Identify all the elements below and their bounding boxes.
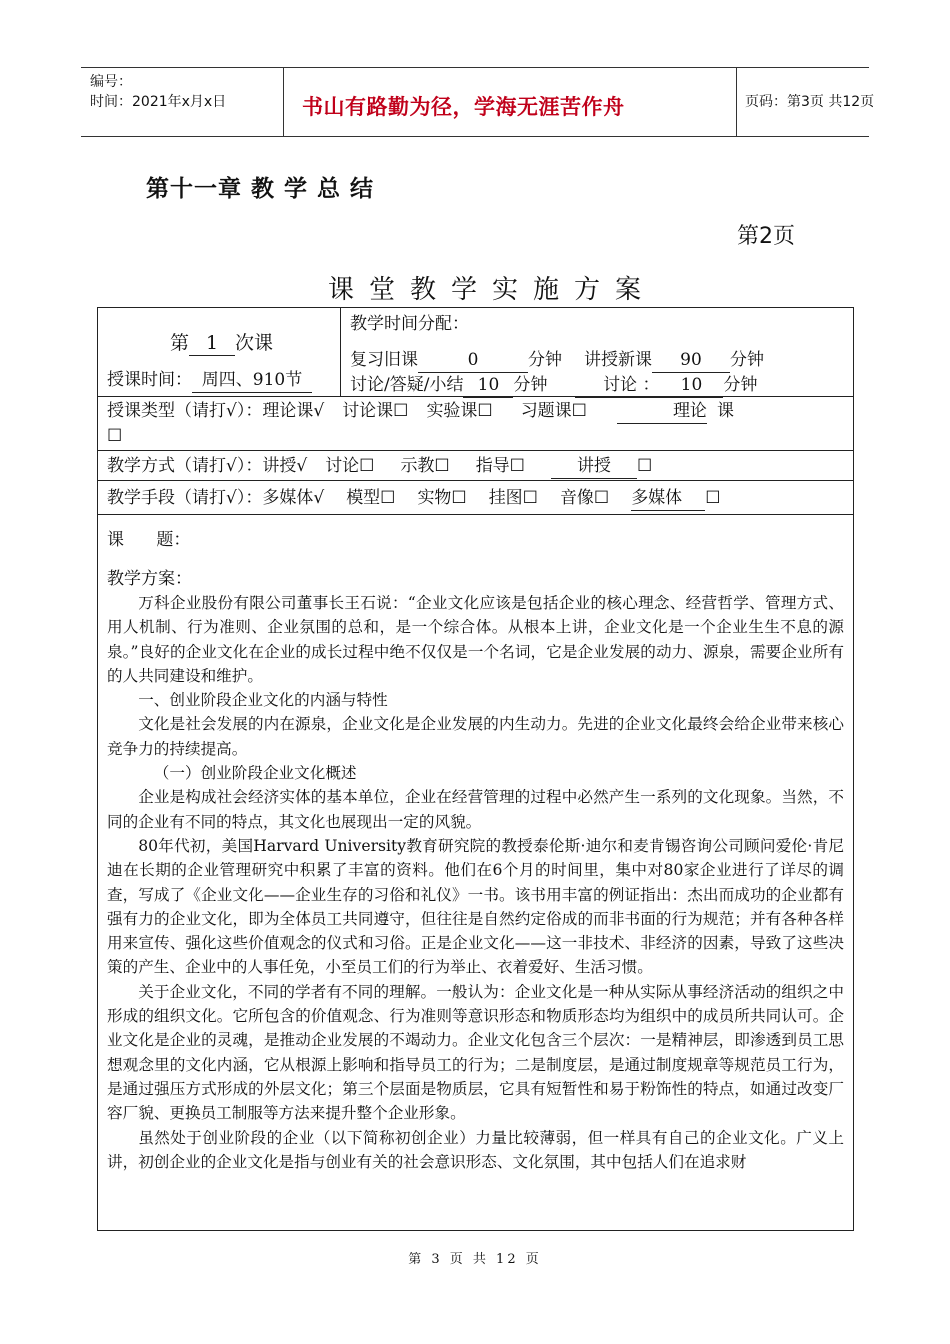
lesson-order-value: 1	[189, 331, 235, 356]
method-demo[interactable]: 示教☐	[400, 456, 450, 476]
teaching-method-row	[107, 454, 652, 479]
paragraph: 80年代初，美国Harvard University教育研究院的教授泰伦斯·迪尔和麦肯锡咨询公司顾问爱伦·肯尼迪在长期的企业管理研究中积累了丰富的资料。他们在6个月的时间里，集中对80家企业进行了详尽的调查，写成了《企业文化——企业生存的习俗和礼仪》一书。该书用丰富的例证指出：杰出而成功的企业都有强有力的企业文化，即为全体员工共同遵守，但往往是自然约定俗成的而非书面的行为规范；并有各种各样用来宣传、强化这些价值观念的仪式和习俗。正是企业文化——这一非技术、非经济的因素，导致了这些决策的产生、企业中的人事任免，小至员工们的行为举止、衣着爱好、生活习惯。	[107, 836, 844, 977]
method-guide[interactable]: 指导☐	[475, 456, 525, 476]
means-multimedia[interactable]: 多媒体√	[262, 488, 325, 508]
discuss-extra-label: 讨论 ：	[575, 373, 659, 398]
lesson-time-value: 周四、910节	[192, 368, 312, 393]
code-label: 编号：	[90, 74, 132, 90]
discuss-minute: 分钟	[513, 375, 548, 395]
course-type-filled: 理论	[617, 399, 707, 424]
new-label: 讲授新课	[584, 350, 652, 370]
course-type-box[interactable]: ☐	[107, 426, 123, 446]
discuss-extra-value: 10	[659, 373, 723, 398]
page-info: 页码：第3页 共12页	[745, 94, 875, 110]
paragraph: 企业是构成社会经济实体的基本单位，企业在经营管理的过程中必然产生一系列的文化现象。当然，不同的企业有不同的特点，其文化也展现出一定的风貌。	[107, 788, 844, 831]
alloc-review-line	[350, 348, 764, 373]
subsection-heading: （一）创业阶段企业文化概述	[153, 764, 357, 783]
page-number-label: 第2页	[737, 224, 795, 249]
header-page-cell	[737, 68, 875, 136]
col-divider	[340, 308, 341, 396]
motto: 书山有路勤为径，学海无涯苦作舟	[302, 95, 625, 119]
paragraph: 关于企业文化，不同的学者有不同的理解。一般认为：企业文化是一种从实际从事经济活动的组织之中形成的组织文化。它所包含的价值观念、行为准则等意识形态和物质形态均为组织中的成员所共同认可。企业文化是企业的灵魂，是推动企业发展的不竭动力。企业文化包含三个层次：一是精神层，即渗透到员工思想观念里的文化内涵，它从根源上影响和指导员工的行为；二是制度层，是通过制度规章等规范员工行为，是通过强压方式形成的外层文化；第三个层面是物质层，它具有短暂性和易于粉饰性的特点，如通过改变厂容厂貌、更换员工制服等方法来提升整个企业形象。	[107, 982, 844, 1123]
teaching-means-row	[107, 486, 720, 511]
lesson-order-prefix: 第	[170, 332, 190, 354]
means-filled: 多媒体	[631, 486, 705, 511]
review-label: 复习旧课	[350, 350, 418, 370]
method-discussion[interactable]: 讨论☐	[325, 456, 375, 476]
course-type-theory[interactable]: 理论课√	[262, 401, 325, 421]
means-object[interactable]: 实物☐	[417, 488, 467, 508]
teaching-method-label: 教学方式（请打√）：	[107, 456, 263, 476]
lesson-time	[107, 368, 312, 393]
page-header	[81, 67, 875, 137]
course-type-row	[107, 399, 734, 424]
paragraph: 文化是社会发展的内在源泉，企业文化是企业发展的内生动力。先进的企业文化最终会给企业带来核心竞争力的持续提高。	[107, 715, 844, 758]
lesson-time-label: 授课时间：	[107, 370, 192, 390]
plan-label: 教学方案：	[107, 569, 192, 589]
time-label: 时间：2021年x月x日	[90, 94, 227, 110]
topic-label: 课 题：	[107, 530, 191, 550]
review-value: 0	[418, 348, 528, 373]
page-footer: 第 3 页 共 12 页	[408, 1252, 542, 1267]
course-type-tail: 课	[716, 401, 734, 421]
discuss-extra-minute: 分钟	[723, 375, 758, 395]
new-minute: 分钟	[730, 350, 764, 370]
lesson-plan-table	[97, 307, 854, 1231]
teaching-means-label: 教学手段（请打√）：	[107, 488, 263, 508]
lesson-order-suffix: 次课	[235, 332, 274, 354]
plan-content	[107, 591, 844, 1174]
course-type-lab[interactable]: 实验课☐	[426, 401, 493, 421]
alloc-discuss-line	[350, 373, 757, 398]
row-divider	[98, 450, 853, 451]
header-motto-cell	[283, 68, 737, 136]
course-type-exercise[interactable]: 习题课☐	[520, 401, 587, 421]
means-box[interactable]: ☐	[705, 488, 721, 508]
discuss-value: 10	[463, 373, 513, 398]
header-meta-cell	[81, 68, 283, 136]
paragraph: 虽然处于创业阶段的企业（以下简称初创企业）力量比较薄弱，但一样具有自己的企业文化。广义上讲，初创企业的企业文化是指与创业有关的社会意识形态、文化氛围，其中包括人们在追求财	[107, 1128, 844, 1171]
method-box[interactable]: ☐	[636, 456, 653, 476]
chapter-title: 第十一章 教 学 总 结	[146, 176, 375, 202]
row-divider	[98, 480, 853, 481]
alloc-title: 教学时间分配：	[350, 314, 469, 334]
review-minute: 分钟	[528, 350, 562, 370]
course-type-discussion[interactable]: 讨论课☐	[342, 401, 409, 421]
method-filled: 讲授	[551, 454, 637, 479]
method-lecture[interactable]: 讲授√	[262, 456, 308, 476]
section-heading: 一、创业阶段企业文化的内涵与特性	[138, 691, 388, 710]
means-chart[interactable]: 挂图☐	[488, 488, 538, 508]
discuss-label: 讨论/答疑/小结	[350, 375, 464, 395]
plan-title: 课堂教学实施方案	[328, 275, 657, 305]
new-value: 90	[652, 348, 730, 373]
paragraph: 万科企业股份有限公司董事长王石说：“企业文化应该是包括企业的核心理念、经营哲学、管理方式、用人机制、行为准则、企业氛围的总和，是一个综合体。从根本上讲，企业文化是一个企业生生不息的源泉。”良好的企业文化在企业的成长过程中绝不仅仅是一个名词，它是企业发展的动力、源泉，需要企业所有的人共同建设和维护。	[107, 594, 844, 685]
lesson-order	[170, 331, 273, 356]
means-audio-video[interactable]: 音像☐	[559, 488, 610, 508]
course-type-label: 授课类型（请打√）：	[107, 401, 263, 421]
row-divider	[98, 514, 853, 515]
means-model[interactable]: 模型☐	[346, 488, 396, 508]
